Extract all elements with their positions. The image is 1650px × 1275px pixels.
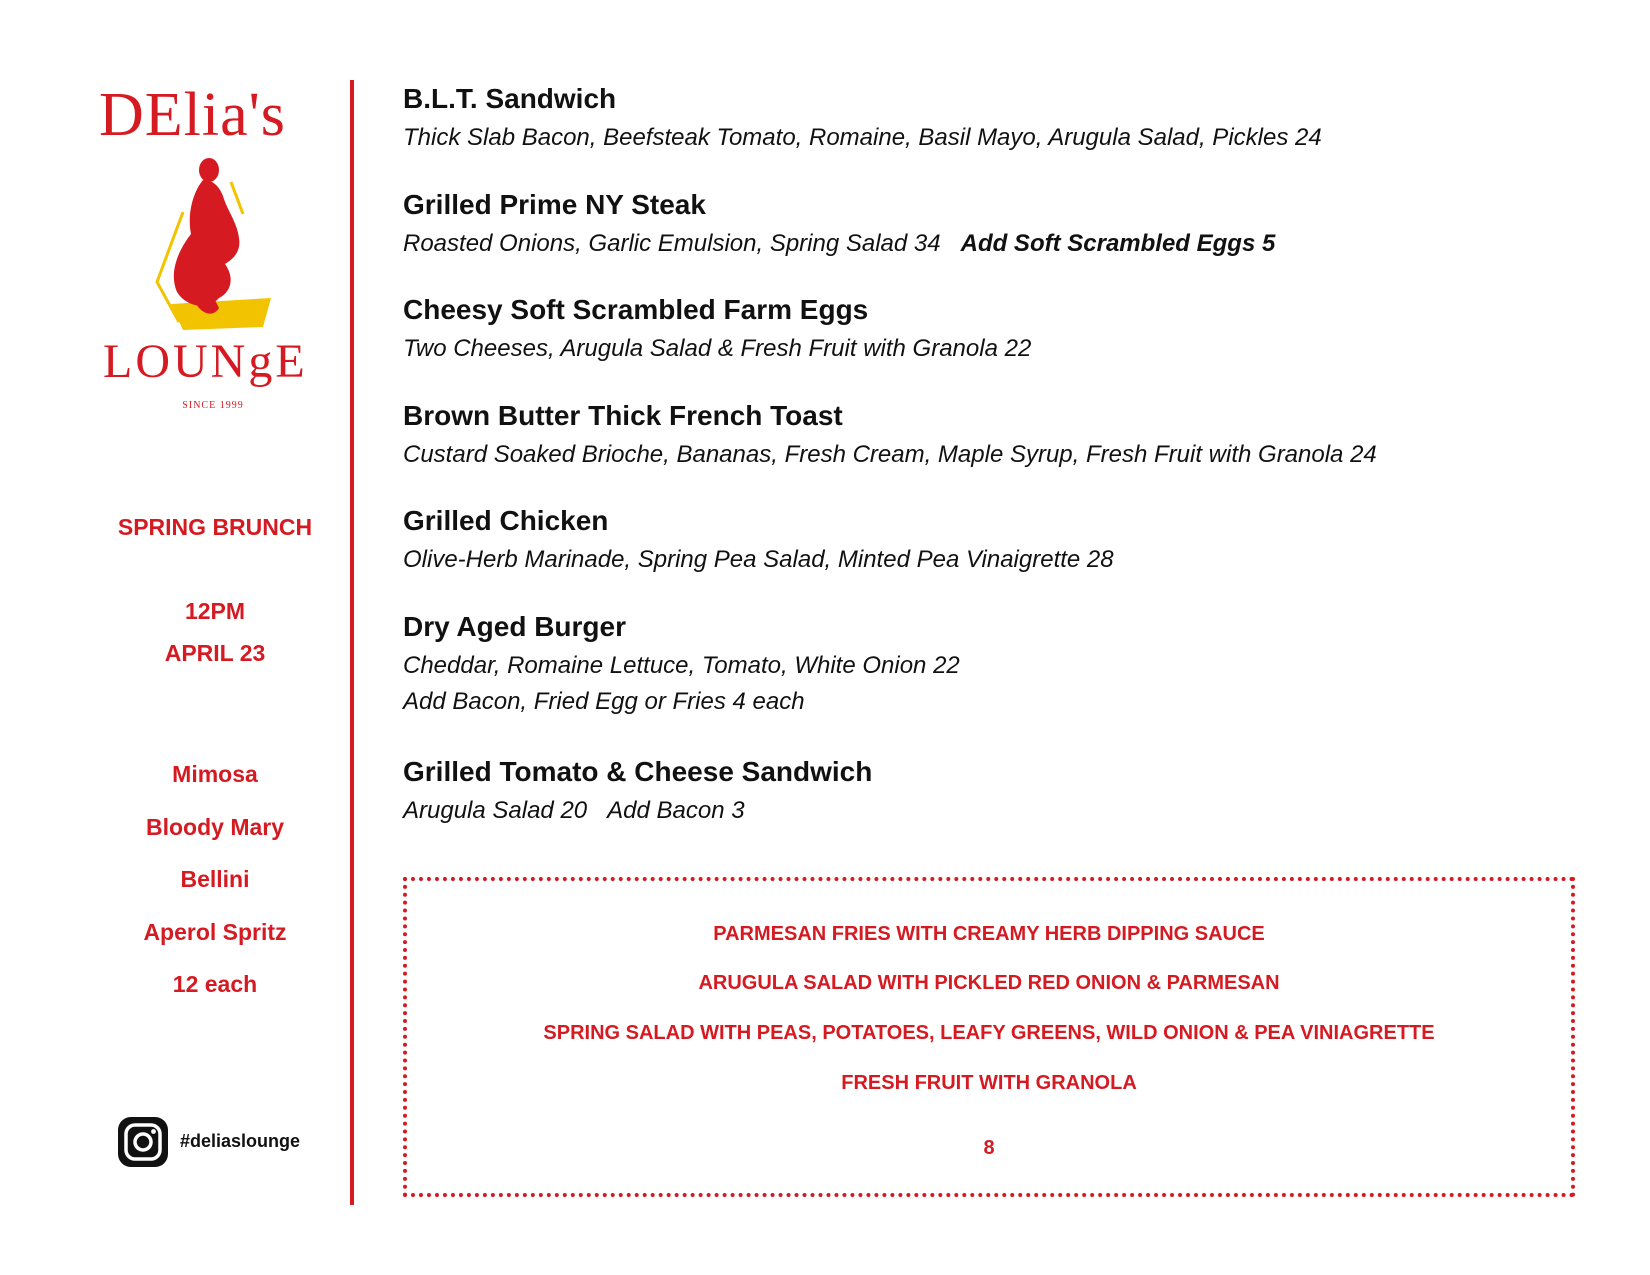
menu-item-description-row <box>403 232 1603 256</box>
menu-item-name: Grilled Tomato & Cheese Sandwich <box>403 756 873 787</box>
sides-box <box>403 877 1575 1197</box>
drink-item: Bellini <box>180 866 250 892</box>
sides-price: 8 <box>983 1137 995 1159</box>
instagram-icon <box>116 1115 170 1169</box>
instagram-handle: #deliaslounge <box>180 1131 301 1151</box>
logo-since-year: SINCE 1999 <box>182 400 244 411</box>
menu-item-description: Two Cheeses, Arugula Salad & Fresh Fruit with Granola 22 <box>403 335 1032 362</box>
menu-item <box>403 296 1603 361</box>
event-title: SPRING BRUNCH <box>117 514 313 540</box>
menu-item <box>403 402 1603 467</box>
menu-item <box>403 507 1603 572</box>
menu-item-addon: Add Soft Scrambled Eggs 5 <box>960 230 1276 257</box>
menu-item-description: Custard Soaked Brioche, Bananas, Fresh Cream, Maple Syrup, Fresh Fruit with Granola 24 <box>403 441 1377 468</box>
side-dish: SPRING SALAD WITH PEAS, POTATOES, LEAFY GREENS, WILD ONION & PEA VINIAGRETTE <box>543 1022 1435 1044</box>
menu-item-name: Grilled Prime NY Steak <box>403 189 706 220</box>
menu-item <box>403 191 1603 256</box>
side-dish: ARUGULA SALAD WITH PICKLED RED ONION & PARMESAN <box>698 972 1280 994</box>
menu-item <box>403 85 1603 150</box>
menu-item <box>403 613 1603 714</box>
menu-item <box>403 758 1603 823</box>
column-divider <box>350 80 354 1205</box>
event-date: APRIL 23 <box>164 640 266 666</box>
menu-item-name: B.L.T. Sandwich <box>403 83 617 114</box>
event-time: 12PM <box>184 598 246 624</box>
menu-item-addon: Add Bacon 3 <box>607 797 745 824</box>
menu-item-name: Grilled Chicken <box>403 505 609 536</box>
side-dish: FRESH FRUIT WITH GRANOLA <box>841 1072 1137 1094</box>
drinks-price: 12 each <box>172 971 258 997</box>
side-dish: PARMESAN FRIES WITH CREAMY HERB DIPPING SAUCE <box>713 923 1265 945</box>
logo-wordmark-lounge: LOUNgE <box>103 335 308 388</box>
menu-item-description: Thick Slab Bacon, Beefsteak Tomato, Romaine, Basil Mayo, Arugula Salad, Pickles 24 <box>403 124 1322 151</box>
menu-item-description: Olive-Herb Marinade, Spring Pea Salad, Minted Pea Vinaigrette 28 <box>403 546 1114 573</box>
logo-wordmark-delias: DElia's <box>99 81 286 149</box>
drink-item: Mimosa <box>172 761 258 787</box>
menu-item-description: Roasted Onions, Garlic Emulsion, Spring Salad 34 <box>403 230 941 257</box>
drink-item: Bloody Mary <box>145 814 285 840</box>
menu-item-description: Cheddar, Romaine Lettuce, Tomato, White Onion 22 <box>403 652 960 679</box>
drink-item: Aperol Spritz <box>143 919 287 945</box>
menu-item-description: Arugula Salad 20 <box>403 797 588 824</box>
menu-item-addon: Add Bacon, Fried Egg or Fries 4 each <box>403 688 805 715</box>
restaurant-logo <box>95 70 335 410</box>
menu-item-name: Dry Aged Burger <box>403 611 627 642</box>
menu-item-description-row <box>403 799 1603 823</box>
menu-item-name: Cheesy Soft Scrambled Farm Eggs <box>403 294 869 325</box>
menu-item-name: Brown Butter Thick French Toast <box>403 400 843 431</box>
dancer-figure-icon <box>143 152 293 342</box>
